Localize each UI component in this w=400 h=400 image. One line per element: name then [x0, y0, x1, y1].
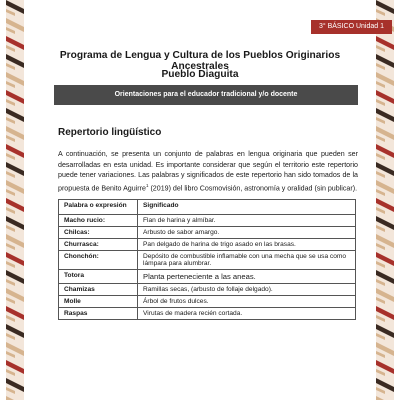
vocabulary-table — [58, 199, 356, 320]
term-cell: Chilcas: — [59, 227, 138, 239]
program-title: Programa de Lengua y Cultura de los Pueblos Originarios Ancestrales — [59, 50, 341, 72]
header-word: Palabra o expresión — [59, 200, 138, 215]
term-cell: Churrasca: — [59, 239, 138, 251]
meaning-cell: Planta perteneciente a las aneas. — [138, 270, 356, 284]
table-row — [59, 308, 356, 320]
meaning-cell: Arbusto de sabor amargo. — [138, 227, 356, 239]
table-row — [59, 284, 356, 296]
term-cell: Raspas — [59, 308, 138, 320]
paragraph-main-text: A continuación, se presenta un conjunto de palabras en lengua originaria que pueden ser desarrolladas en esta unidad. Es importante considerar que según el territorio este repertorio puede tener variaciones. Las palabras y significados de este repertorio han sido tomados de la propuesta de Benito Aguirre — [58, 150, 358, 193]
grade-unit-badge: 3° BÁSICO Unidad 1 — [311, 20, 392, 34]
term-cell: Macho rucio: — [59, 215, 138, 227]
table-row — [59, 270, 356, 284]
header-meaning: Significado — [138, 200, 356, 215]
meaning-cell: Ramillas secas, (arbusto de follaje delgado). — [138, 284, 356, 296]
term-cell: Molle — [59, 296, 138, 308]
diaguita-pattern-right — [376, 0, 394, 400]
meaning-cell: Virutas de madera recién cortada. — [138, 308, 356, 320]
table-row — [59, 227, 356, 239]
table-row — [59, 296, 356, 308]
term-cell: Totora — [59, 270, 138, 284]
page-content — [40, 0, 384, 400]
section-title: Repertorio lingüístico — [58, 127, 162, 138]
term-cell: Chamizas — [59, 284, 138, 296]
decorative-border-left — [6, 0, 24, 400]
orientation-bar: Orientaciones para el educador tradicional y/o docente — [54, 85, 358, 105]
term-cell: Chonchón: — [59, 251, 138, 270]
table-row — [59, 251, 356, 270]
intro-paragraph — [58, 149, 358, 194]
pueblo-title: Pueblo Diaguita — [161, 69, 239, 80]
meaning-cell: Árbol de frutos dulces. — [138, 296, 356, 308]
meaning-cell: Depósito de combustible inflamable con una mecha que se usa como lámpara para alumbrar. — [138, 251, 356, 270]
meaning-cell: Pan delgado de harina de trigo asado en las brasas. — [138, 239, 356, 251]
paragraph-tail-text: (2019) del libro Cosmovisión, astronomía y oralidad (sin publicar). — [148, 184, 358, 193]
decorative-border-right — [376, 0, 394, 400]
table-row — [59, 215, 356, 227]
table-header-row — [59, 200, 356, 215]
meaning-cell: Flan de harina y almíbar. — [138, 215, 356, 227]
diaguita-pattern-left — [6, 0, 24, 400]
footnote-mark[interactable]: 1 — [145, 182, 149, 188]
table-row — [59, 239, 356, 251]
